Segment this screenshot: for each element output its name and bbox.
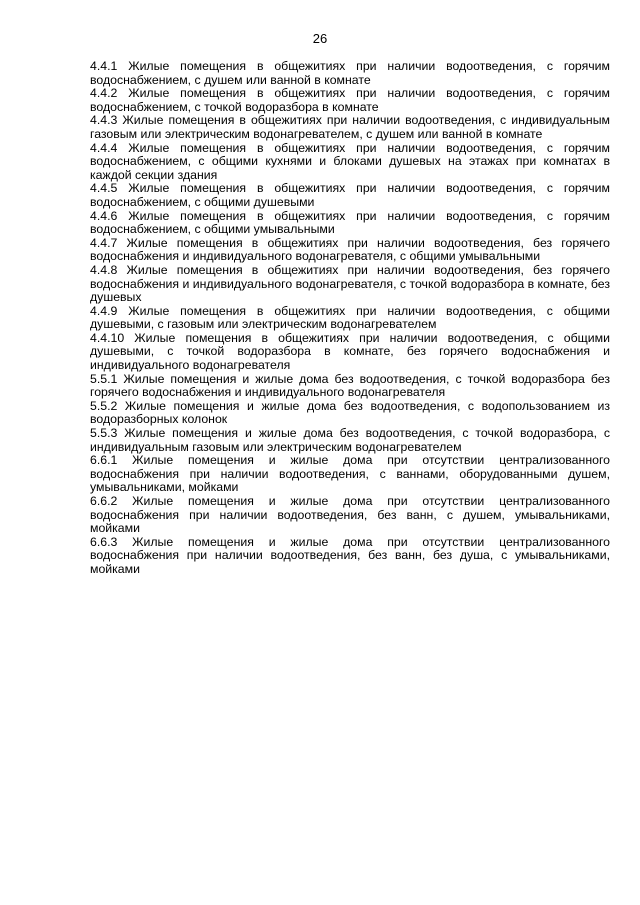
clause-6-6-2: 6.6.2 Жилые помещения и жилые дома при отсутствии централизованного водоснабжения при наличии водоотведения, без ванн, с душем, умывальниками, мойками xyxy=(90,494,610,536)
clause-6-6-3: 6.6.3 Жилые помещения и жилые дома при отсутствии централизованного водоснабжения при наличии водоотведения, без ванн, без душа, с умывальниками, мойками xyxy=(90,534,610,576)
clause-5-5-3: 5.5.3 Жилые помещения и жилые дома без водоотведения, с точкой водоразбора, с индивидуальным газовым или электрическим водонагревателем xyxy=(90,426,610,454)
clause-4-4-9: 4.4.9 Жилые помещения в общежитиях при наличии водоотведения, с общими душевыми, с газовым или электрическим водонагревателем xyxy=(90,303,610,332)
clause-4-4-5: 4.4.5 Жилые помещения в общежитиях при наличии водоотведения, с горячим водоснабжением, с общими душевыми xyxy=(90,181,610,209)
clause-5-5-2: 5.5.2 Жилые помещения и жилые дома без водоотведения, с водопользованием из водоразборных колонок xyxy=(90,398,610,427)
page-number: 26 xyxy=(312,31,328,46)
clause-6-6-1: 6.6.1 Жилые помещения и жилые дома при отсутствии централизованного водоснабжения при наличии водоотведения, с ваннами, оборудованными душем, умывальниками, мойками xyxy=(90,453,610,495)
document-body xyxy=(90,60,610,577)
clause-4-4-6: 4.4.6 Жилые помещения в общежитиях при наличии водоотведения, с горячим водоснабжением, с общими умывальными xyxy=(90,208,610,237)
clause-4-4-2: 4.4.2 Жилые помещения в общежитиях при наличии водоотведения, с горячим водоснабжением, с точкой водоразбора в комнате xyxy=(90,86,610,114)
clause-4-4-10: 4.4.10 Жилые помещения в общежитиях при наличии водоотведения, с общими душевыми, с точкой водоразбора в комнате, без горячего водоснабжения и индивидуального водонагревателя xyxy=(90,330,610,373)
clause-4-4-1: 4.4.1 Жилые помещения в общежитиях при наличии водоотведения, с горячим водоснабжением, с душем или ванной в комнате xyxy=(90,59,610,87)
clause-4-4-8: 4.4.8 Жилые помещения в общежитиях при наличии водоотведения, без горячего водоснабжения и индивидуального водонагревателя, с точкой водоразбора в комнате, без душевых xyxy=(90,262,610,305)
clause-4-4-4: 4.4.4 Жилые помещения в общежитиях при наличии водоотведения, с горячим водоснабжением, с общими кухнями и блоками душевых на этажах при комнатах в каждой секции здания xyxy=(90,140,610,182)
clause-4-4-3: 4.4.3 Жилые помещения в общежитиях при наличии водоотведения, с индивидуальным газовым или электрическим водонагревателем, с душем или ванной в комнате xyxy=(90,113,610,141)
clause-4-4-7: 4.4.7 Жилые помещения в общежитиях при наличии водоотведения, без горячего водоснабжения и индивидуального водонагревателя, с общими умывальными xyxy=(90,235,610,264)
clause-5-5-1: 5.5.1 Жилые помещения и жилые дома без водоотведения, с точкой водоразбора без горячего водоснабжения и индивидуального водонагревателя xyxy=(90,371,610,400)
